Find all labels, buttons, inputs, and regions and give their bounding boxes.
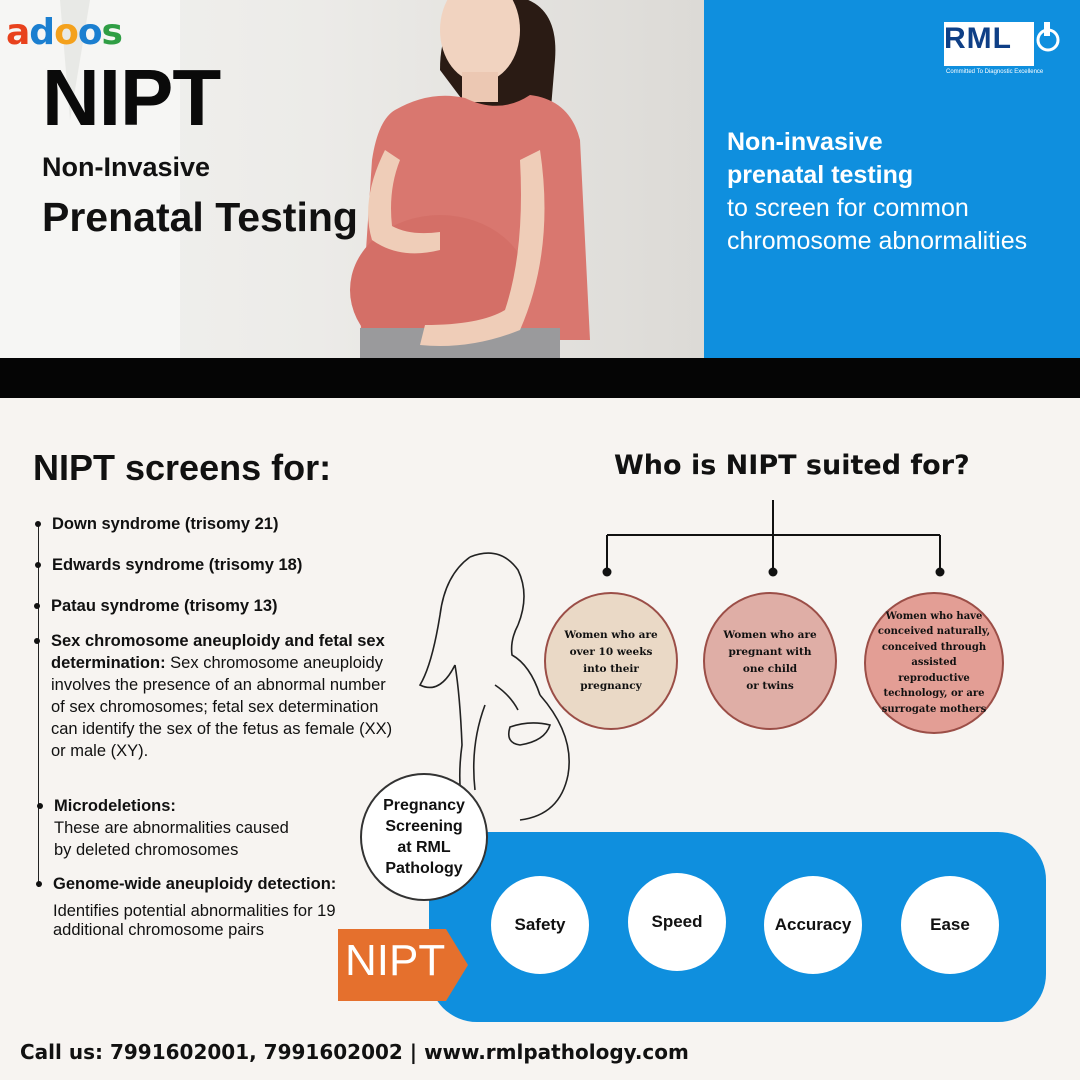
circle-text: pregnancy bbox=[580, 680, 642, 692]
hero-subtitle-line2: Prenatal Testing bbox=[42, 194, 358, 240]
bullet-icon bbox=[34, 638, 40, 644]
who-title: Who is NIPT suited for? bbox=[614, 450, 970, 481]
bullet-icon bbox=[34, 603, 40, 609]
screens-title: NIPT screens for: bbox=[33, 447, 332, 488]
badge-text: at RML bbox=[397, 839, 451, 856]
circle-text: over 10 weeks bbox=[569, 646, 653, 658]
list-item bbox=[51, 630, 396, 762]
suited-circle-1 bbox=[544, 592, 678, 730]
circle-text: Women who have bbox=[885, 610, 983, 622]
rml-tagline: Committed To Diagnostic Excellence bbox=[946, 69, 1044, 75]
rml-logo-text: RML bbox=[944, 22, 1012, 55]
circle-text: surrogate mothers bbox=[881, 703, 987, 715]
circle-text: Women who are bbox=[564, 629, 658, 641]
badge-text: Pregnancy bbox=[383, 797, 465, 814]
list-item-label: Edwards syndrome (trisomy 18) bbox=[52, 556, 303, 574]
nipt-tag-label: NIPT bbox=[345, 936, 446, 985]
feature-accuracy: Accuracy bbox=[764, 876, 862, 974]
list-item-text: These are abnormalities caused bbox=[54, 819, 289, 837]
feature-speed: Speed bbox=[628, 873, 726, 971]
circle-text: pregnant with bbox=[728, 646, 812, 658]
circle-text: conceived through bbox=[881, 641, 987, 653]
circle-text: conceived naturally, bbox=[877, 626, 991, 638]
adoos-logo: adoos bbox=[6, 12, 122, 53]
circle-text: assisted reproductive bbox=[898, 657, 970, 684]
list-item-label: Down syndrome (trisomy 21) bbox=[52, 515, 279, 533]
pregnancy-screening-badge bbox=[360, 773, 488, 901]
list-item bbox=[54, 795, 289, 861]
suited-circle-2 bbox=[703, 592, 837, 730]
list-item bbox=[53, 873, 336, 940]
list-item-label: Patau syndrome (trisomy 13) bbox=[51, 597, 278, 615]
list-item-label: Sex chromosome aneuploidy and fetal sex determination: bbox=[51, 632, 385, 672]
list-item-text: additional chromosome pairs bbox=[53, 921, 264, 939]
suited-circle-3 bbox=[864, 592, 1004, 734]
hero-subtitle-line1: Non-Invasive bbox=[42, 152, 211, 182]
blue-bold-line1: Non-invasive bbox=[727, 128, 883, 156]
list-item-text: Sex chromosome aneuploidy involves the presence of an abnormal number of sex chromosomes; fetal sex determination can identify the sex of the fetus as female (XX) or male (XY). bbox=[51, 654, 393, 760]
circle-text: one child bbox=[742, 663, 798, 675]
list-item-text: Identifies potential abnormalities for 19 bbox=[53, 902, 336, 920]
page-title: NIPT bbox=[42, 53, 221, 142]
circle-text: or twins bbox=[746, 680, 794, 692]
badge-text: Pathology bbox=[385, 860, 463, 877]
list-item-text: by deleted chromosomes bbox=[54, 841, 239, 859]
circle-text: into their bbox=[583, 663, 639, 675]
feature-ease: Ease bbox=[901, 876, 999, 974]
blue-bold-line2: prenatal testing bbox=[727, 161, 914, 189]
bullet-icon bbox=[37, 803, 43, 809]
footer-contact: Call us: 7991602001, 7991602002 | www.rmlpathology.com bbox=[20, 1040, 689, 1064]
blue-regular-line2: chromosome abnormalities bbox=[727, 227, 1028, 255]
blue-regular-line1: to screen for common bbox=[727, 194, 969, 222]
badge-text: Screening bbox=[385, 818, 463, 835]
feature-safety: Safety bbox=[491, 876, 589, 974]
list-item-label: Genome-wide aneuploidy detection: bbox=[53, 875, 337, 893]
circle-text: Women who are bbox=[723, 629, 817, 641]
circle-text: technology, or are bbox=[883, 688, 985, 700]
bullet-icon bbox=[36, 881, 42, 887]
list-item-label: Microdeletions: bbox=[54, 797, 176, 815]
